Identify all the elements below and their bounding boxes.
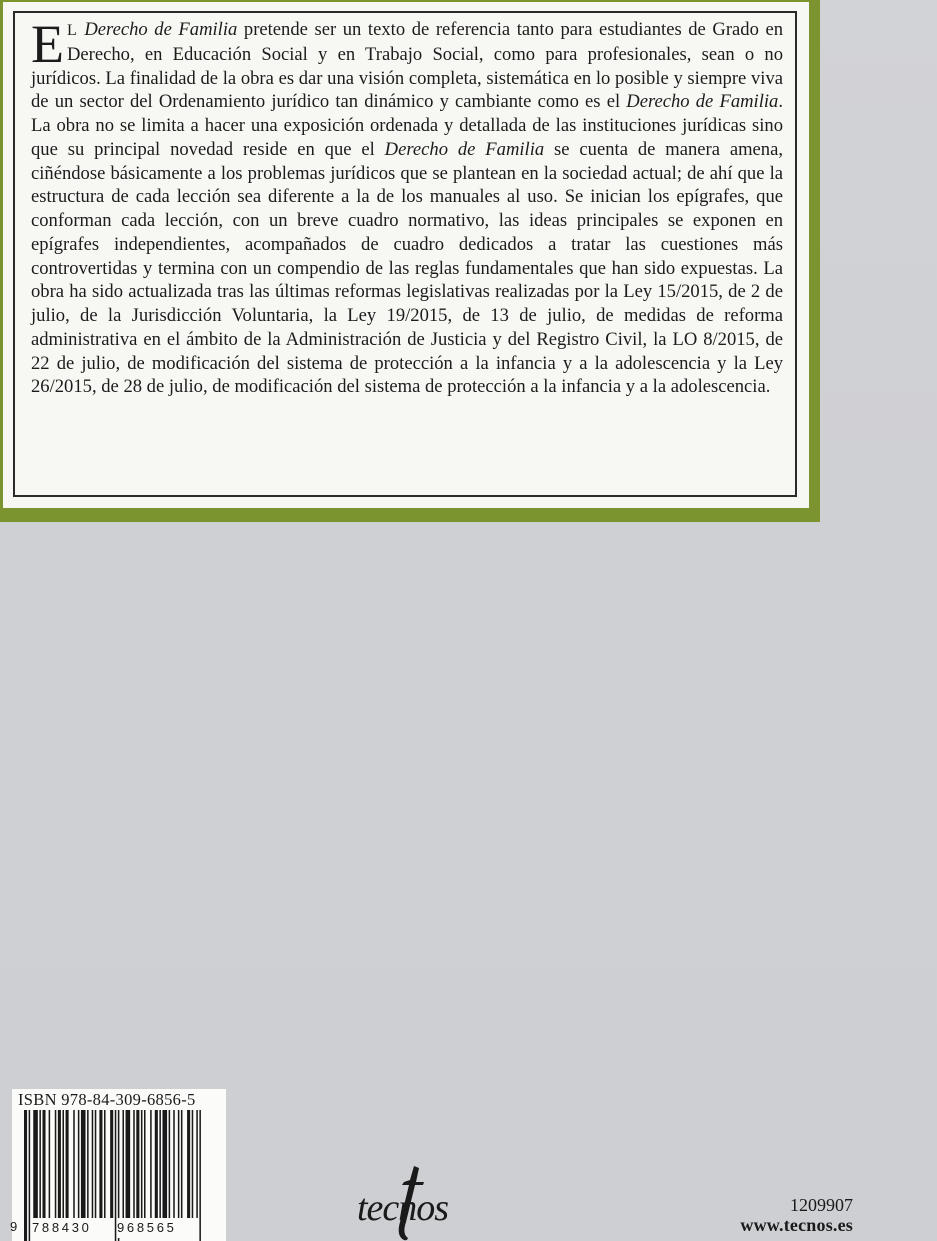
barcode-right-digits: 968565: [117, 1218, 177, 1238]
barcode-bar: [126, 1110, 131, 1218]
blurb-italic-title: Derecho de Familia: [384, 138, 545, 160]
tecnos-logo-text: tecnos: [357, 1187, 449, 1229]
barcode-bar: [92, 1110, 94, 1218]
barcode-bar: [192, 1110, 194, 1218]
barcode-bar: [159, 1110, 161, 1218]
barcode-bar: [33, 1110, 38, 1218]
barcode-left-digits: 788430: [32, 1218, 92, 1238]
barcode-bar: [58, 1110, 61, 1218]
barcode-bar: [133, 1110, 135, 1218]
barcode-bar: [29, 1110, 31, 1241]
barcode-bar: [95, 1110, 97, 1218]
barcode-bar: [81, 1110, 86, 1218]
barcode-first-digit: 9: [10, 1219, 18, 1234]
barcode-bar: [141, 1110, 143, 1218]
barcode-bar: [24, 1110, 27, 1241]
barcode-bar: [181, 1110, 183, 1218]
barcode-bar: [150, 1110, 152, 1218]
lead-smallcap: L: [67, 22, 78, 39]
barcode-bar: [87, 1110, 89, 1218]
barcode-bar: [39, 1110, 41, 1218]
barcode-bar: [73, 1110, 75, 1218]
barcode-bar: [49, 1110, 51, 1218]
barcode-bar: [66, 1110, 69, 1218]
blurb-italic-title: Derecho de Familia: [626, 91, 779, 113]
barcode-bar: [155, 1110, 158, 1218]
barcode-bar: [196, 1110, 198, 1218]
drop-cap: E: [31, 14, 64, 74]
isbn-label: ISBN 978-84-309-6856-5: [18, 1090, 196, 1109]
barcode-bar: [173, 1110, 175, 1218]
barcode-bar: [42, 1110, 45, 1218]
publisher-website: www.tecnos.es: [740, 1215, 853, 1235]
barcode-bar: [162, 1110, 167, 1218]
barcode-bar: [55, 1110, 57, 1218]
barcode-bar: [187, 1110, 190, 1218]
barcode-bar: [136, 1110, 139, 1218]
barcode-bar: [144, 1110, 146, 1218]
blurb-text-run: pretende ser un texto de referencia tanto para estudiantes de Grado en Derecho, en Educación Social y en Trabajo Social, como para profesionales, sean o no jurídicos. La finalidad de la obra es dar una visión completa, sistemática en lo posible y siempre viva de un sector del Ordenamiento jurídico tan dinámico y cambiante como es el: [31, 19, 783, 113]
back-cover-blurb: [31, 14, 783, 399]
product-code: 1209907: [790, 1195, 853, 1215]
barcode-bar: [199, 1110, 201, 1241]
barcode-bar: [178, 1110, 180, 1218]
barcode-bar: [99, 1110, 102, 1218]
barcode-bar: [122, 1110, 124, 1218]
blurb-text-run: se cuenta de manera amena, ciñéndose básicamente a los problemas jurídicos que se plantean en la sociedad actual; de ahí que la estructura de cada lección sea diferente a la de los manuales al uso. Se inician los epígrafes, que conforman cada lección, con un breve cuadro normativo, las ideas principales se exponen en epígrafes independientes, acompañados de cuadro dedicados a tratar las cuestiones más controvertidas y termina con un compendio de las reglas fundamentales que han sido expuestas. La obra ha sido actualizada tras las últimas reformas legislativas realizadas por la Ley 15/2015, de 2 de julio, de la Jurisdicción Voluntaria, la Ley 19/2015, de 13 de julio, de medidas de reforma administrativa en el ámbito de la Administración de Justicia y del Registro Civil, la LO 8/2015, de 22 de julio, de modificación del sistema de protección a la infancia y a la adolescencia y la Ley 26/2015, de 28 de julio, de modificación del sistema de protección a la infancia y a la adolescencia.: [31, 138, 783, 398]
blurb-italic-title: Derecho de Familia: [84, 19, 238, 40]
barcode-bar: [62, 1110, 64, 1218]
barcode-bar: [78, 1110, 80, 1218]
blurb-text-run: . La obra no se limita a hacer una exposición ordenada y detallada de las instituciones jurídicas sino que su principal novedad reside en que el: [31, 91, 783, 160]
barcode-bar: [104, 1110, 106, 1218]
barcode-bar: [169, 1110, 171, 1218]
barcode-bar: [110, 1110, 113, 1218]
